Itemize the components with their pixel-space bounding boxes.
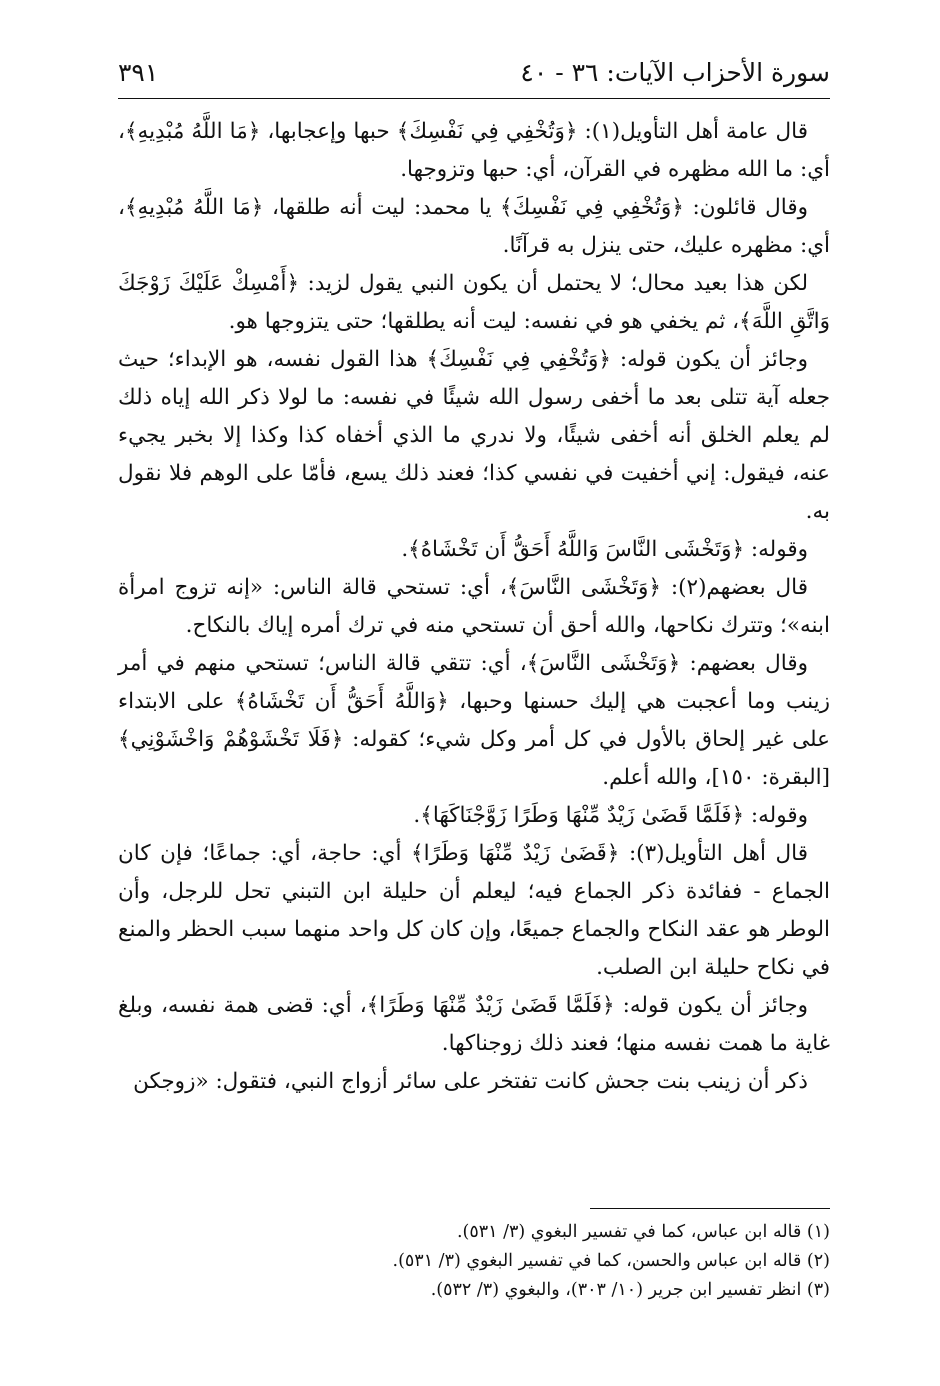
header-divider xyxy=(118,98,830,99)
footnote: (١) قاله ابن عباس، كما في تفسير البغوي (٣/ ٥٣١). xyxy=(456,1222,830,1242)
paragraph: وجائز أن يكون قوله: ﴿وَتُخْفِي فِي نَفْسِكَ﴾ هذا القول نفسه، هو الإبداء؛ حيث جعله آية تتلى بعد ما أخفى رسول الله شيئًا في نفسه: ما لولا ذكر الله إياه ذلك لم يعلم الخلق أنه أخفى شيئًا، ولا ندري ما الذي أخفاه كذا وكذا إلا بخبر يجيء عنه، فيقول: إني أخفيت في نفسي كذا؛ فعند ذلك يسع، فأمّا على الوهم فلا نقول به. xyxy=(118,347,830,524)
paragraph: قال عامة أهل التأويل(١): ﴿وَتُخْفِي فِي نَفْسِكَ﴾ حبها وإعجابها، ﴿مَا اللَّهُ مُبْدِيهِ﴾، أي: ما الله مظهره في القرآن، أي: حبها وتزوجها. xyxy=(118,119,830,182)
paragraph: وقال قائلون: ﴿وَتُخْفِي فِي نَفْسِكَ﴾ يا محمد: ليت أنه طلقها، ﴿مَا اللَّهُ مُبْدِيهِ﴾، أي: مظهره عليك، حتى ينزل به قرآنًا. xyxy=(118,195,830,258)
footnote: (٣) انظر تفسير ابن جرير (١٠/ ٣٠٣)، والبغوي (٣/ ٥٣٢). xyxy=(430,1280,830,1300)
footnote-divider xyxy=(590,1208,830,1209)
running-header xyxy=(118,58,830,94)
paragraph: لكن هذا بعيد محال؛ لا يحتمل أن يكون النبي يقول لزيد: ﴿أَمْسِكْ عَلَيْكَ زَوْجَكَ وَاتَّقِ اللَّهَ﴾، ثم يخفي هو في نفسه: ليت أنه يطلقها؛ حتى يتزوجها هو. xyxy=(118,271,830,334)
paragraph: وجائز أن يكون قوله: ﴿فَلَمَّا قَضَىٰ زَيْدٌ مِّنْهَا وَطَرًا﴾، أي: قضى همة نفسه، وبلغ غاية ما همت نفسه منها؛ فعند ذلك زوجناكها. xyxy=(118,993,830,1056)
main-text xyxy=(118,113,830,1101)
footnotes xyxy=(118,1218,830,1305)
paragraph: قال أهل التأويل(٣): ﴿قَضَىٰ زَيْدٌ مِّنْهَا وَطَرًا﴾ أي: حاجة، أي: جماعًا؛ فإن كان الجماع - ففائدة ذكر الجماع فيه؛ ليعلم أن حليلة ابن التبني تحل للرجل، وأن الوطر هو عقد النكاح والجماع جميعًا، وإن كان كل واحد منهما سبب الحظر والمنع في نكاح حليلة ابن الصلب. xyxy=(118,841,830,980)
paragraph: ذكر أن زينب بنت جحش كانت تفتخر على سائر أزواج النبي، فتقول: «زوجكن xyxy=(133,1069,808,1094)
running-title: سورة الأحزاب الآيات: ٣٦ - ٤٠ xyxy=(520,58,830,87)
footnote: (٢) قاله ابن عباس والحسن، كما في تفسير البغوي (٣/ ٥٣١). xyxy=(392,1251,830,1271)
page-number: ٣٩١ xyxy=(118,58,159,87)
paragraph: وقوله: ﴿فَلَمَّا قَضَىٰ زَيْدٌ مِّنْهَا وَطَرًا زَوَّجْنَاكَهَا﴾. xyxy=(413,803,808,828)
paragraph: وقال بعضهم: ﴿وَتَخْشَى النَّاسَ﴾، أي: تتقي قالة الناس؛ تستحي منهم في أمر زينب وما أعجبت هي إليك حسنها وحبها، ﴿وَاللَّهُ أَحَقُّ أَن تَخْشَاهُ﴾ على الابتداء على غير إلحاق بالأول في كل أمر وكل شيء؛ كقوله: ﴿فَلَا تَخْشَوْهُمْ وَاخْشَوْنِي﴾ [البقرة: ١٥٠]، والله أعلم. xyxy=(118,651,830,790)
paragraph: وقوله: ﴿وَتَخْشَى النَّاسَ وَاللَّهُ أَحَقُّ أَن تَخْشَاهُ﴾. xyxy=(401,537,808,562)
paragraph: قال بعضهم(٢): ﴿وَتَخْشَى النَّاسَ﴾، أي: تستحي قالة الناس: «إنه تزوج امرأة ابنه»؛ وتترك نكاحها، والله أحق أن تستحي منه في ترك أمره إياك بالنكاح. xyxy=(118,575,830,638)
